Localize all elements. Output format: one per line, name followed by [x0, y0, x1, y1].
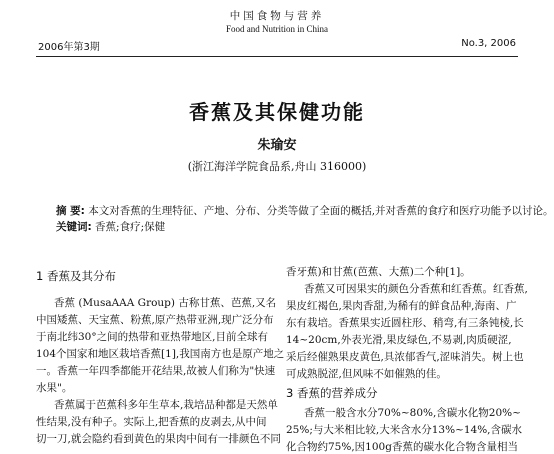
journal-title-cn: 中国食物与营养 [229, 10, 325, 22]
paragraph-line: 采后经催熟果皮黄色,具浓郁香气,涩味消失。树上也 [286, 351, 524, 363]
header-rule [36, 56, 518, 57]
paragraph-line: 香蕉又可因果实的颜色分香蕉和红香蕉。红香蕉, [304, 283, 528, 295]
paragraph-line: 香蕉属于芭蕉科多年生草本,栽培品种都是天然单 [54, 399, 278, 411]
abstract [56, 203, 554, 218]
left-column [36, 268, 285, 445]
issue-right: No.3, 2006 [461, 38, 516, 49]
right-column [286, 264, 528, 453]
article-author: 朱瑜安 [257, 138, 297, 153]
paragraph-line: 切一刀,就会隐约看到黄色的果肉中间有一排颜色不同 [36, 433, 281, 445]
paragraph-line: 香蕉一般含水分70%~80%,含碳水化物20%~ [304, 407, 521, 419]
article-affiliation: (浙江海洋学院食品系,舟山 316000) [187, 160, 367, 173]
issue-left: 2006年第3期 [38, 42, 100, 53]
keywords-text: 香蕉;食疗;保健 [95, 221, 166, 233]
keywords [56, 219, 165, 234]
section-1-heading: 1 香蕉及其分布 [36, 269, 116, 283]
section-3-heading: 3 香蕉的营养成分 [286, 386, 378, 400]
paragraph-line: 化合物约75%,因100g香蕉的碳水化合物含量相当 [286, 441, 518, 453]
article-title: 香蕉及其保健功能 [189, 100, 365, 124]
keywords-label: 关键词: [56, 221, 92, 233]
paragraph-line: 25%;与大米相比较,大米含水分13%~14%,含碳水 [286, 424, 523, 436]
paragraph-line: 14~20cm,外表光滑,果皮绿色,不易剥,肉质硬涩, [286, 334, 512, 346]
paragraph-line: 104个国家和地区栽培香蕉[1],我国南方也是原产地之 [36, 348, 285, 360]
paragraph-line: 东有栽培。香蕉果实近圆柱形、稍弯,有三条钝棱,长 [286, 317, 524, 329]
paragraph-line: 一。香蕉一年四季都能开花结果,故被人们称为"快速 [36, 365, 276, 377]
abstract-text: 本文对香蕉的生理特征、产地、分布、分类等做了全面的概括,并对香蕉的食疗和医疗功能予以讨论。 [88, 205, 554, 217]
paragraph-line: 性结果,没有种子。实际上,把香蕉的皮剥去,从中间 [36, 416, 267, 428]
paragraph-line: 可成熟脱涩,但风味不如催熟的佳。 [286, 368, 447, 380]
paragraph-line: 水果"。 [36, 382, 73, 394]
paragraph-line: 于南北纬30°之间的热带和亚热带地区,目前全球有 [36, 331, 268, 343]
paragraph-line: 香蕉 (MusaAAA Group) 古称甘蕉、芭蕉,又名 [54, 297, 277, 309]
abstract-label: 摘 要: [56, 205, 85, 217]
journal-title-en: Food and Nutrition in China [226, 24, 328, 34]
paragraph-line: 香牙蕉)和甘蕉(芭蕉、大蕉)二个种[1]。 [286, 266, 471, 278]
paragraph-line: 中国矮蕉、天宝蕉、粉蕉,原产热带亚洲,现广泛分布 [36, 314, 274, 326]
paragraph-line: 果皮红褐色,果肉香甜,为稀有的鲜食品种,海南、广 [286, 300, 517, 312]
